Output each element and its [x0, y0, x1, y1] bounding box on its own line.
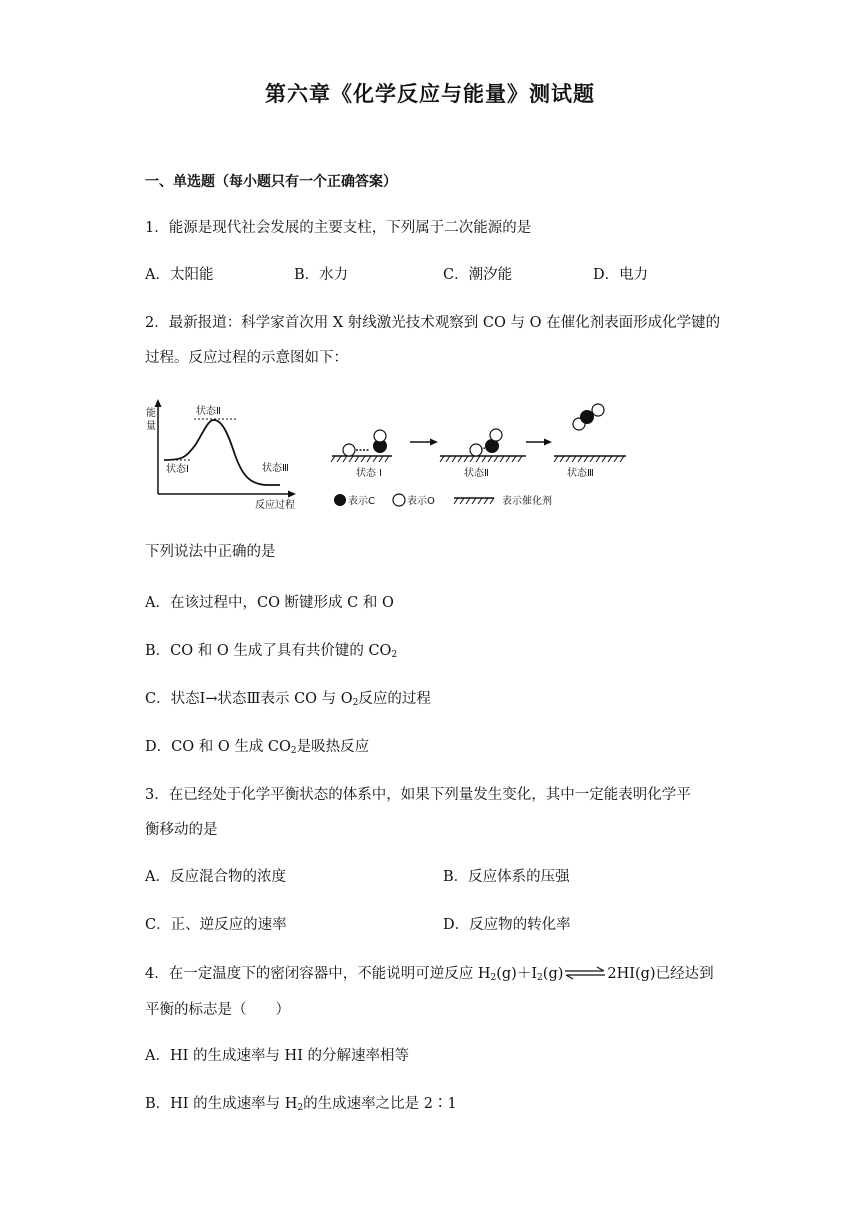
reaction-process-figure — [142, 396, 642, 522]
q1-option-d: D．电力 — [593, 267, 649, 283]
q1-stem: 1．能源是现代社会发展的主要支柱，下列属于二次能源的是 — [145, 220, 532, 236]
q2-option-d: D．CO 和 O 生成 $CO_2$是吸热反应 — [145, 739, 370, 756]
energy-diagram — [146, 399, 296, 511]
equilibrium-arrow-icon — [563, 966, 607, 980]
x-axis-arrow-icon — [288, 491, 296, 498]
y-axis-arrow-icon — [155, 399, 162, 407]
q2-stem-line2: 过程。反应过程的示意图如下： — [145, 350, 348, 366]
q1-option-c: C．潮汐能 — [443, 267, 513, 283]
carbon-legend-icon — [334, 494, 346, 506]
q3-option-a: A．反应混合物的浓度 — [145, 869, 286, 885]
q4-option-a: A．HI 的生成速率与 HI 的分解速率相等 — [145, 1048, 410, 1064]
q1-option-b: B．水力 — [294, 267, 349, 283]
q3-stem-line1: 3．在已经处于化学平衡状态的体系中，如果下列量发生变化，其中一定能表明化学平 — [145, 787, 691, 803]
oxygen-atom — [374, 430, 386, 442]
oxygen-atom — [343, 444, 355, 456]
q1-option-a: A．太阳能 — [145, 267, 214, 283]
figure-legend — [334, 494, 552, 507]
oxygen-atom — [592, 404, 604, 416]
stage3-label: 状态Ⅲ — [567, 468, 594, 479]
q4-stem-line1: 4．在一定温度下的密闭容器中，不能说明可逆反应 $H_2(g)+I_2(g)$ 2HI(g)已经达到 — [145, 966, 714, 983]
stage3 — [554, 404, 626, 479]
q4-option-b: B．HI 的生成速率与 $H_2$的生成速率之比是 2∶1 — [145, 1096, 457, 1113]
q2-option-b: B．CO 和 O 生成了具有共价键的 $CO_2$ — [145, 643, 398, 660]
legend-oxygen: 表示O — [407, 496, 435, 507]
q2-prompt: 下列说法中正确的是 — [145, 544, 276, 560]
legend-carbon: 表示C — [348, 496, 375, 507]
stage2 — [440, 429, 526, 479]
q3-option-d: D．反应物的转化率 — [443, 917, 571, 933]
q3-option-b: B．反应体系的压强 — [443, 869, 570, 885]
y-axis-label-2: 量 — [146, 421, 156, 432]
q4-stem-line2: 平衡的标志是（ ） — [145, 1002, 290, 1018]
oxygen-atom — [470, 444, 482, 456]
oxygen-legend-icon — [393, 494, 405, 506]
q3-stem-line2: 衡移动的是 — [145, 822, 218, 838]
state1-label: 状态Ⅰ — [166, 464, 189, 475]
q2-stem-line1: 2．最新报道：科学家首次用 X 射线激光技术观察到 CO 与 O 在催化剂表面形成化学键的 — [145, 315, 721, 331]
section-heading: 一、单选题（每小题只有一个正确答案） — [145, 174, 397, 190]
energy-curve — [164, 420, 280, 485]
q2-option-c: C．状态Ⅰ→状态Ⅲ表示 CO 与 $O_2$反应的过程 — [145, 691, 431, 708]
oxygen-atom — [490, 429, 502, 441]
x-axis-label: 反应过程 — [255, 500, 295, 511]
q2-option-a: A．在该过程中，CO 断键形成 C 和 O — [145, 595, 394, 611]
y-axis-label-1: 能 — [146, 408, 156, 419]
stage1-label: 状态 Ⅰ — [356, 468, 383, 479]
arrow-right-icon — [430, 439, 438, 446]
state2-label: 状态Ⅱ — [196, 406, 221, 417]
page-title: 第六章《化学反应与能量》测试题 — [265, 82, 595, 106]
stage2-label: 状态Ⅱ — [464, 468, 489, 479]
q3-option-c: C．正、逆反应的速率 — [145, 917, 287, 933]
arrow-right-icon — [544, 439, 552, 446]
stage1 — [331, 430, 392, 479]
state3-label: 状态Ⅲ — [262, 463, 289, 474]
legend-catalyst: 表示催化剂 — [502, 496, 552, 507]
